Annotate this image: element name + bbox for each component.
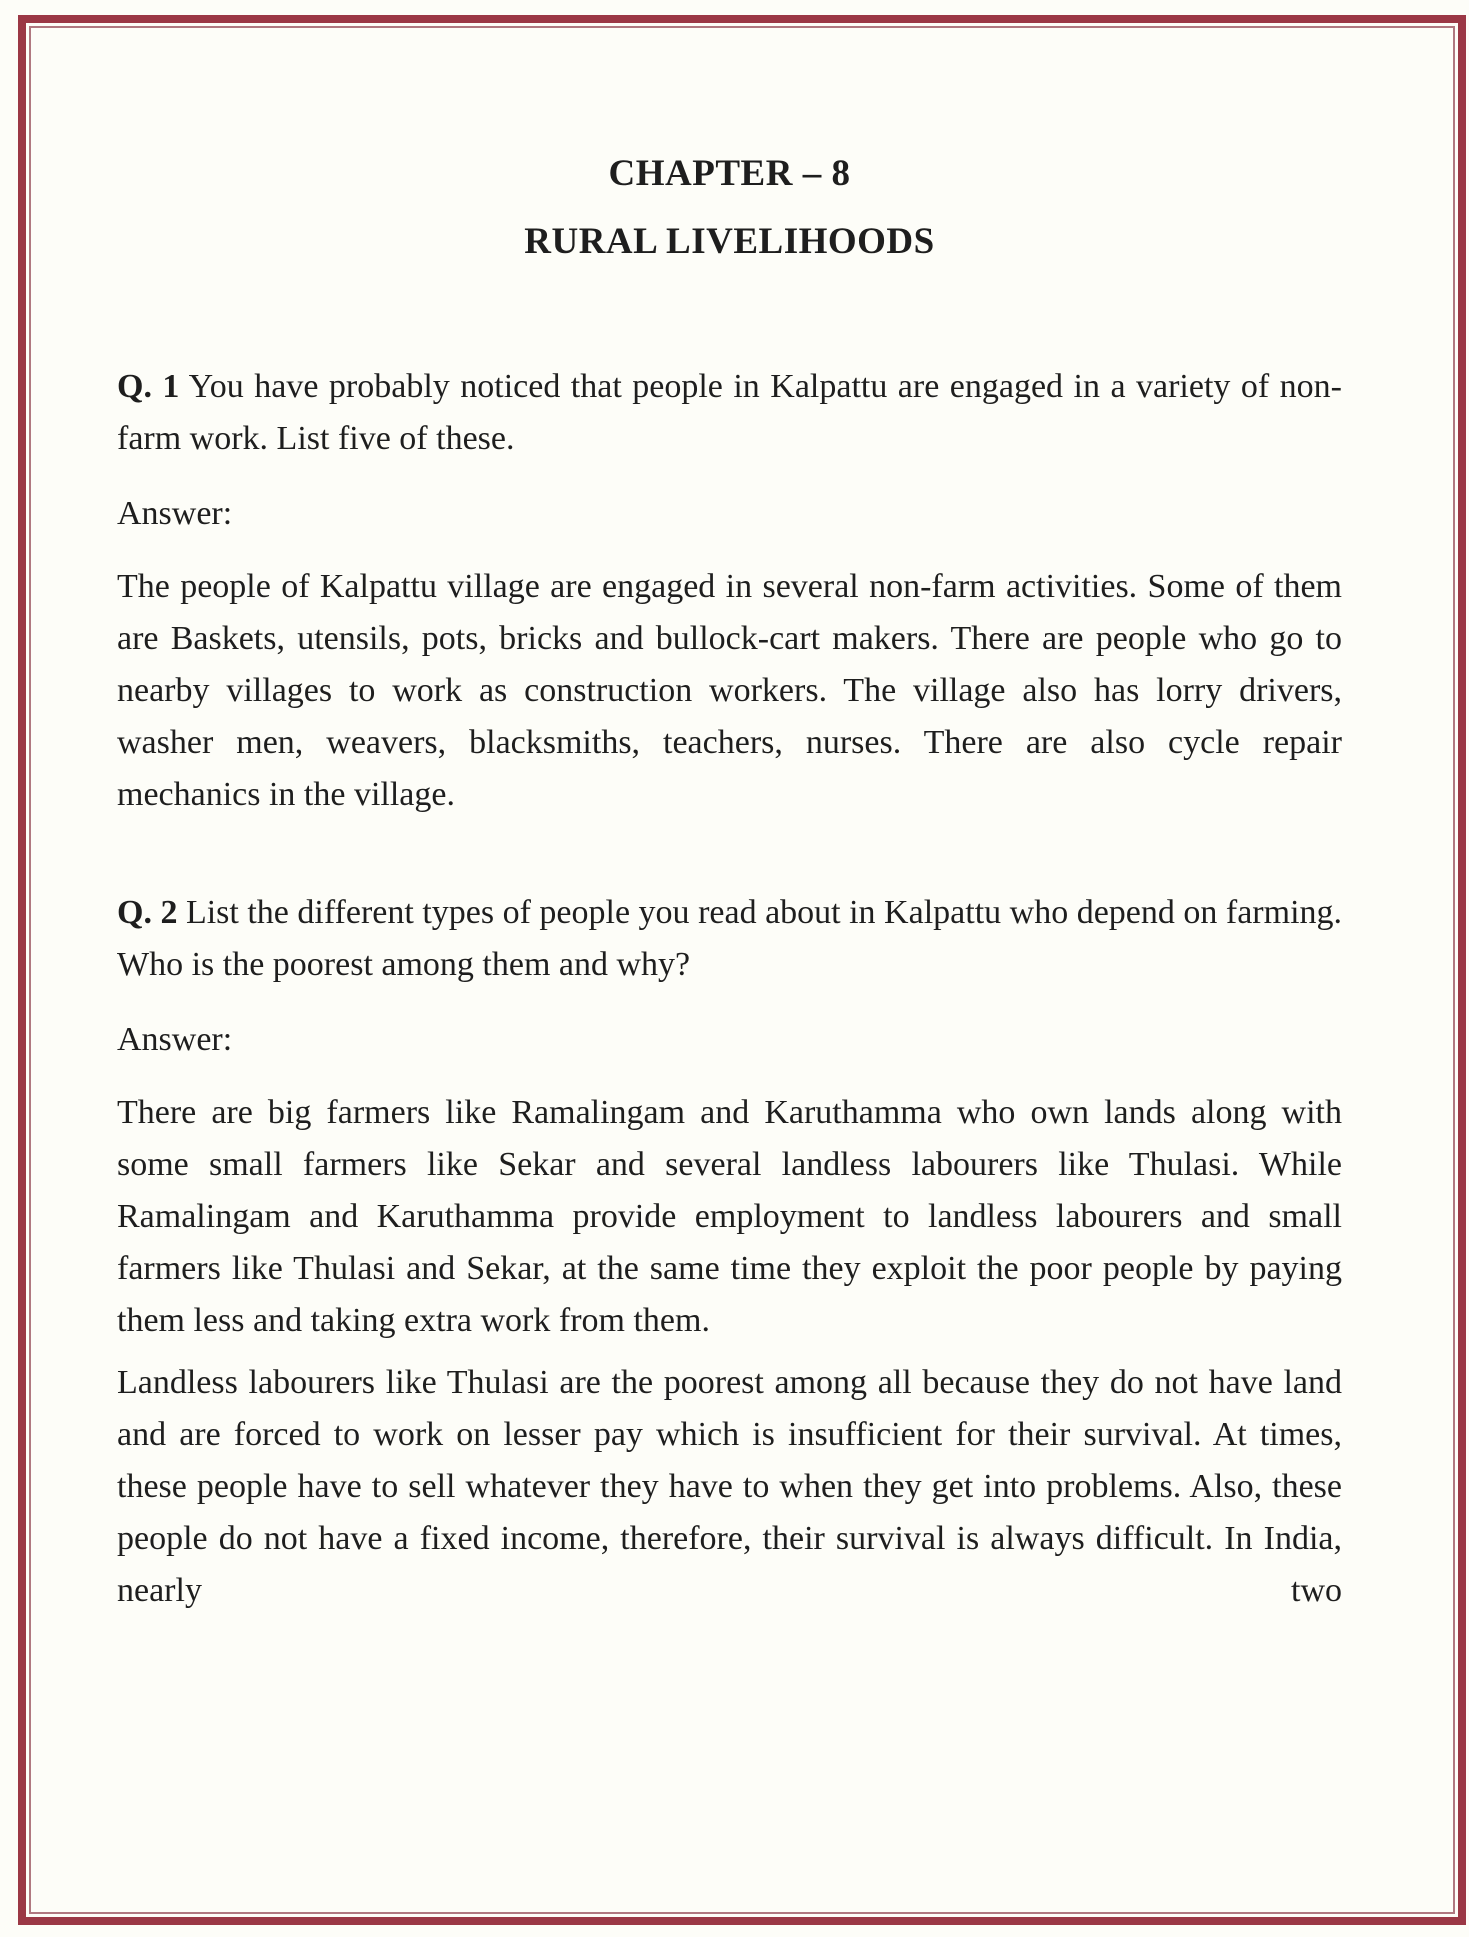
chapter-subtitle: RURAL LIVELIHOODS	[524, 221, 935, 262]
question-1-number: Q. 1	[117, 368, 180, 405]
page-content	[117, 0, 1342, 1617]
chapter-title: CHAPTER – 8	[608, 153, 851, 194]
question-2-text: List the different types of people you read about in Kalpattu who depend on farming. Who is the poorest among them and why?	[117, 894, 1343, 983]
answer-2-label: Answer:	[117, 1021, 233, 1058]
answer-1-label: Answer:	[117, 495, 233, 532]
answer-1-paragraph: The people of Kalpattu village are engaged in several non-farm activities. Some of them are Baskets, utensils, pots, bricks and bullock-cart makers. There are people who go to nearby villages to work as construction workers. The village also has lorry drivers, washer men, weavers, blacksmiths, teachers, nurses. There are also cycle repair mechanics in the village.	[117, 568, 1342, 813]
question-1-text: You have probably noticed that people in Kalpattu are engaged in a variety of non-farm work. List five of these.	[117, 368, 1342, 457]
answer-2-paragraph-2: Landless labourers like Thulasi are the poorest among all because they do not have land and are forced to work on lesser pay which is insufficient for their survival. At times, these people have to sell whatever they have to when they get into problems. Also, these people do not have a fixed income, therefore, their survival is always difficult. In India, nearly two	[117, 1364, 1342, 1609]
answer-2-paragraph-1: There are big farmers like Ramalingam and Karuthamma who own lands along with some small farmers like Sekar and several landless labourers like Thulasi. While Ramalingam and Karuthamma provide employment to landless labourers and small farmers like Thulasi and Sekar, at the same time they exploit the poor people by paying them less and taking extra work from them.	[117, 1094, 1342, 1339]
question-2-number: Q. 2	[117, 894, 178, 931]
question-2-paragraph	[117, 887, 1342, 991]
qa-block-2	[117, 887, 1342, 1617]
question-1-paragraph	[117, 361, 1342, 465]
qa-block-1	[117, 361, 1342, 821]
